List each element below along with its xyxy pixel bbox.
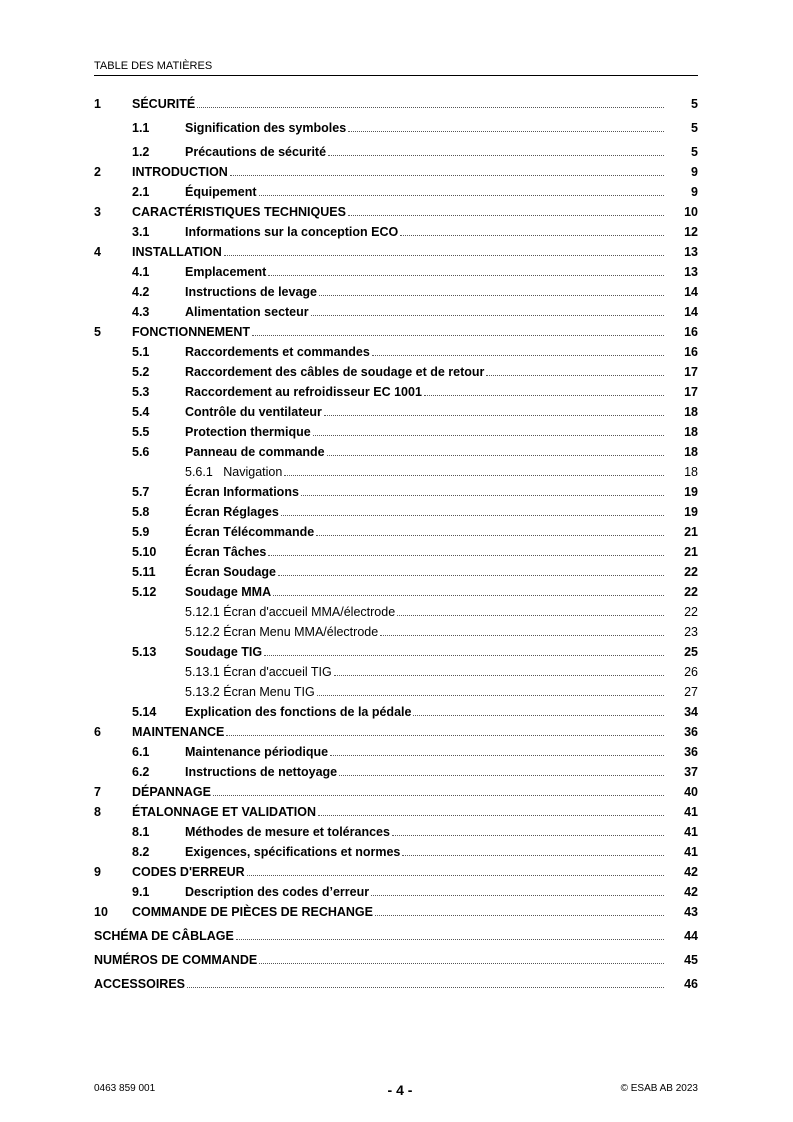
toc-number: 5.5 <box>132 425 150 439</box>
toc-leader <box>400 235 664 236</box>
toc-label: ACCESSOIRES <box>94 977 185 991</box>
toc-number: 5.13.1 <box>185 665 220 679</box>
toc-number: 9.1 <box>132 885 150 899</box>
toc-page: 21 <box>684 525 698 539</box>
toc-page: 22 <box>684 605 698 619</box>
toc-page: 46 <box>684 977 698 991</box>
toc-label: Écran Menu TIG <box>223 685 315 699</box>
toc-page: 36 <box>684 725 698 739</box>
toc-page: 27 <box>684 685 698 699</box>
toc-label: NUMÉROS DE COMMANDE <box>94 953 258 967</box>
toc-entry[interactable] <box>94 542 714 562</box>
toc-label: SÉCURITÉ <box>132 97 196 111</box>
toc-page: 22 <box>684 585 698 599</box>
toc-label: Écran Tâches <box>185 545 267 559</box>
toc-page: 36 <box>684 745 698 759</box>
page-header <box>94 59 698 76</box>
toc-page: 10 <box>684 205 698 219</box>
toc-page: 18 <box>684 405 698 419</box>
toc-number: 4.3 <box>132 305 150 319</box>
toc-entry[interactable] <box>94 762 714 782</box>
toc-label: Signification des symboles <box>185 121 347 135</box>
toc-entry[interactable] <box>94 882 714 902</box>
toc-number: 6.2 <box>132 765 150 779</box>
toc-entry[interactable] <box>94 602 714 622</box>
toc-page: 34 <box>684 705 698 719</box>
toc-page: 42 <box>684 885 698 899</box>
toc-entry[interactable] <box>94 382 714 402</box>
toc-label: CODES D'ERREUR <box>132 865 245 879</box>
toc-entry[interactable] <box>94 742 714 762</box>
toc-page: 41 <box>684 825 698 839</box>
toc-label: Écran d'accueil MMA/électrode <box>223 605 396 619</box>
toc-label: Raccordements et commandes <box>185 345 370 359</box>
toc-entry[interactable] <box>94 502 714 522</box>
toc-entry[interactable] <box>94 482 714 502</box>
toc-label: Informations sur la conception ECO <box>185 225 399 239</box>
toc-leader <box>372 355 664 356</box>
toc-label: ÉTALONNAGE ET VALIDATION <box>132 805 317 819</box>
toc-entry[interactable] <box>94 322 714 342</box>
toc-page: 14 <box>684 305 698 319</box>
toc-entry[interactable] <box>94 974 714 994</box>
toc-page: 25 <box>684 645 698 659</box>
toc-page: 44 <box>684 929 698 943</box>
toc-leader <box>330 755 664 756</box>
toc-leader <box>380 635 664 636</box>
toc-number: 4.2 <box>132 285 150 299</box>
toc-number: 1.2 <box>132 145 150 159</box>
toc-number: 3.1 <box>132 225 150 239</box>
toc-number: 3 <box>94 205 101 219</box>
toc-label: Écran Télécommande <box>185 525 315 539</box>
toc-page: 40 <box>684 785 698 799</box>
toc-label: Exigences, spécifications et normes <box>185 845 401 859</box>
toc-leader <box>224 255 664 256</box>
toc-page: 37 <box>684 765 698 779</box>
toc-number: 5.12.2 <box>185 625 220 639</box>
toc-page: 12 <box>684 225 698 239</box>
toc-label: Écran d'accueil TIG <box>223 665 332 679</box>
toc-entry[interactable] <box>94 702 714 722</box>
toc-number: 5.14 <box>132 705 157 719</box>
toc-label: Instructions de nettoyage <box>185 765 338 779</box>
toc-page: 21 <box>684 545 698 559</box>
toc-number: 5.11 <box>132 565 156 579</box>
toc-number: 6.1 <box>132 745 150 759</box>
toc-number: 5.13 <box>132 645 157 659</box>
toc-page: 45 <box>684 953 698 967</box>
toc-page: 43 <box>684 905 698 919</box>
toc-entry[interactable] <box>94 442 714 462</box>
toc-label: Explication des fonctions de la pédale <box>185 705 412 719</box>
toc-leader <box>311 315 664 316</box>
toc-page: 9 <box>691 185 698 199</box>
toc-label: Description des codes d’erreur <box>185 885 370 899</box>
toc-page: 19 <box>684 505 698 519</box>
toc-entry[interactable] <box>94 782 714 802</box>
toc-number: 5.2 <box>132 365 150 379</box>
toc-number: 4 <box>94 245 101 259</box>
toc-leader <box>268 275 664 276</box>
toc-number: 5.13.2 <box>185 685 220 699</box>
toc-page: 26 <box>684 665 698 679</box>
toc-leader <box>313 435 664 436</box>
toc-label: Navigation <box>223 465 283 479</box>
toc-number: 8 <box>94 805 101 819</box>
toc-entry[interactable] <box>94 162 714 182</box>
toc-label: Emplacement <box>185 265 267 279</box>
toc-page: 42 <box>684 865 698 879</box>
toc-leader <box>236 939 664 940</box>
toc-entry[interactable] <box>94 222 714 242</box>
toc-label: Écran Réglages <box>185 505 279 519</box>
toc-page: 22 <box>684 565 698 579</box>
toc-entry[interactable] <box>94 642 714 662</box>
toc-number: 5.12.1 <box>185 605 220 619</box>
toc-entry[interactable] <box>94 926 714 946</box>
toc-entry[interactable] <box>94 142 714 162</box>
footer-doc-number: 0463 859 001 <box>94 1083 156 1094</box>
toc-page: 18 <box>684 425 698 439</box>
toc-number: 5.12 <box>132 585 157 599</box>
toc-label: FONCTIONNEMENT <box>132 325 251 339</box>
toc-leader <box>327 455 664 456</box>
toc-leader <box>319 295 664 296</box>
toc-leader <box>247 875 664 876</box>
toc-number: 1 <box>94 97 101 111</box>
toc-entry[interactable] <box>94 182 714 202</box>
toc-label: Écran Soudage <box>185 565 276 579</box>
toc-label: INTRODUCTION <box>132 165 228 179</box>
toc-leader <box>339 775 664 776</box>
toc-label: Écran Informations <box>185 485 299 499</box>
toc-entry[interactable] <box>94 582 714 602</box>
toc-page: 18 <box>684 445 698 459</box>
toc-entry[interactable] <box>94 562 714 582</box>
toc-leader <box>392 835 664 836</box>
toc-page: 9 <box>691 165 698 179</box>
toc-entry[interactable] <box>94 662 714 682</box>
toc-label: DÉPANNAGE <box>132 785 211 799</box>
toc-leader <box>284 475 664 476</box>
toc-leader <box>318 815 664 816</box>
toc-entry[interactable] <box>94 402 714 422</box>
toc-number: 10 <box>94 905 108 919</box>
toc-number: 5.6 <box>132 445 150 459</box>
toc-label: CARACTÉRISTIQUES TECHNIQUES <box>132 205 346 219</box>
toc-label: Panneau de commande <box>185 445 325 459</box>
footer-page-number: - 4 - <box>387 1082 413 1098</box>
toc-number: 5.6.1 <box>185 465 213 479</box>
toc-number: 5.3 <box>132 385 150 399</box>
toc-leader <box>264 655 664 656</box>
toc-label: Écran Menu MMA/électrode <box>223 625 379 639</box>
toc-page: 41 <box>684 805 698 819</box>
toc-page: 17 <box>684 365 698 379</box>
toc-leader <box>375 915 664 916</box>
toc-number: 7 <box>94 785 101 799</box>
toc-page: 41 <box>684 845 698 859</box>
toc-label: Protection thermique <box>185 425 311 439</box>
toc-page: 19 <box>684 485 698 499</box>
toc-label: Soudage TIG <box>185 645 263 659</box>
toc-leader <box>197 107 664 108</box>
toc-leader <box>334 675 664 676</box>
toc-entry[interactable] <box>94 682 714 702</box>
toc-label: Raccordement au refroidisseur EC 1001 <box>185 385 422 399</box>
toc-label: Instructions de levage <box>185 285 317 299</box>
toc-page: 13 <box>684 265 698 279</box>
toc-number: 4.1 <box>132 265 150 279</box>
toc-label: INSTALLATION <box>132 245 222 259</box>
toc-leader <box>413 715 664 716</box>
toc-number: 5.7 <box>132 485 150 499</box>
toc-number: 8.2 <box>132 845 150 859</box>
toc-page: 16 <box>684 325 698 339</box>
toc-number: 9 <box>94 865 101 879</box>
toc-label: SCHÉMA DE CÂBLAGE <box>94 929 234 943</box>
toc-number: 2 <box>94 165 101 179</box>
toc-label: Soudage MMA <box>185 585 272 599</box>
toc-entry[interactable] <box>94 902 714 922</box>
toc-leader <box>226 735 664 736</box>
toc-page: 5 <box>691 121 698 135</box>
toc-number: 5.4 <box>132 405 150 419</box>
toc-page: 18 <box>684 465 698 479</box>
toc-number: 1.1 <box>132 121 150 135</box>
toc-label: Précautions de sécurité <box>185 145 327 159</box>
toc-label: Alimentation secteur <box>185 305 309 319</box>
toc-entry[interactable] <box>94 802 714 822</box>
toc-leader <box>278 575 664 576</box>
toc-leader <box>187 987 664 988</box>
toc-entry[interactable] <box>94 302 714 322</box>
toc-leader <box>268 555 664 556</box>
toc-leader <box>259 195 664 196</box>
toc-leader <box>252 335 664 336</box>
toc-page: 5 <box>691 145 698 159</box>
toc-leader <box>371 895 664 896</box>
toc-number: 5.10 <box>132 545 157 559</box>
toc-number: 2.1 <box>132 185 150 199</box>
toc-leader <box>348 215 664 216</box>
toc-leader <box>213 795 664 796</box>
toc-entry[interactable] <box>94 262 714 282</box>
toc-entry[interactable] <box>94 94 714 114</box>
toc-leader <box>328 155 664 156</box>
toc-leader <box>317 695 664 696</box>
toc-label: Méthodes de mesure et tolérances <box>185 825 390 839</box>
toc-leader <box>273 595 664 596</box>
toc-leader <box>316 535 664 536</box>
toc-number: 8.1 <box>132 825 150 839</box>
toc-number: 5 <box>94 325 101 339</box>
toc-leader <box>281 515 664 516</box>
toc-entry[interactable] <box>94 950 714 970</box>
toc-leader <box>348 131 664 132</box>
toc-leader <box>424 395 664 396</box>
toc-number: 5.9 <box>132 525 150 539</box>
toc-leader <box>324 415 664 416</box>
toc-number: 5.1 <box>132 345 150 359</box>
toc-page: 16 <box>684 345 698 359</box>
toc-page: 14 <box>684 285 698 299</box>
toc-entry[interactable] <box>94 722 714 742</box>
toc-leader <box>397 615 664 616</box>
toc-entry[interactable] <box>94 622 714 642</box>
toc-entry[interactable] <box>94 842 714 862</box>
toc-leader <box>230 175 664 176</box>
toc-label: Équipement <box>185 185 257 199</box>
toc-label: Maintenance périodique <box>185 745 329 759</box>
toc-entry[interactable] <box>94 822 714 842</box>
toc-leader <box>402 855 664 856</box>
toc-label: MAINTENANCE <box>132 725 225 739</box>
toc-number: 6 <box>94 725 101 739</box>
toc-entry[interactable] <box>94 118 714 138</box>
toc-entry[interactable] <box>94 342 714 362</box>
toc-page: 13 <box>684 245 698 259</box>
toc-label: Contrôle du ventilateur <box>185 405 322 419</box>
footer-copyright: © ESAB AB 2023 <box>620 1083 698 1094</box>
toc-label: Raccordement des câbles de soudage et de retour <box>185 365 485 379</box>
toc-page: 5 <box>691 97 698 111</box>
toc-entry[interactable] <box>94 522 714 542</box>
toc-entry[interactable] <box>94 862 714 882</box>
toc-page: 17 <box>684 385 698 399</box>
toc-entry[interactable] <box>94 282 714 302</box>
toc-page: 23 <box>684 625 698 639</box>
toc-entry[interactable] <box>94 202 714 222</box>
toc-number: 5.8 <box>132 505 150 519</box>
toc-label: COMMANDE DE PIÈCES DE RECHANGE <box>132 905 373 919</box>
toc-leader <box>301 495 664 496</box>
toc-entry[interactable] <box>94 422 714 442</box>
toc-entry[interactable] <box>94 362 714 382</box>
toc-entry[interactable] <box>94 242 714 262</box>
toc-leader <box>259 963 664 964</box>
header-title: TABLE DES MATIÈRES <box>94 60 213 72</box>
toc-entry[interactable] <box>94 462 714 482</box>
toc-leader <box>486 375 664 376</box>
